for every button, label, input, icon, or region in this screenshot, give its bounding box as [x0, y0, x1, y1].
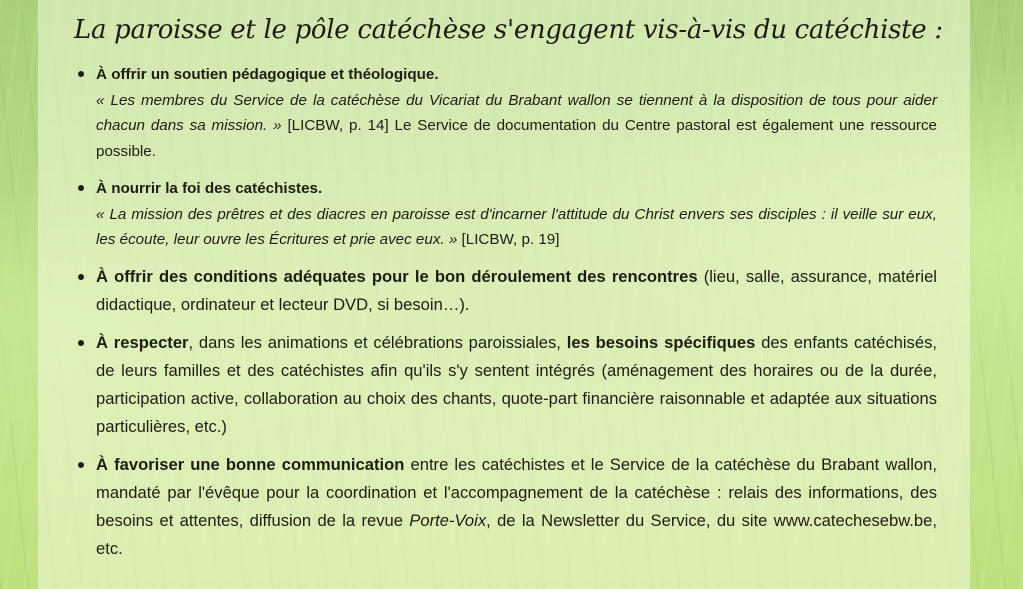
commitments-list — [96, 62, 937, 563]
list-item — [96, 451, 937, 563]
item-heading: À nourrir la foi des catéchistes. — [96, 180, 323, 197]
item-text: (lieu, salle, assurance, matériel didactique, ordinateur et lecteur DVD, si besoin…). — [96, 266, 937, 314]
item-body — [96, 88, 937, 165]
list-item — [96, 62, 937, 164]
item-bold-text: À favoriser une bonne communication — [96, 454, 405, 474]
list-item — [96, 263, 937, 319]
item-text: , de la Newsletter du Service, du site www.catechesebw.be, etc. — [96, 510, 937, 558]
item-text: [LICBW, p. 19] — [457, 231, 560, 248]
item-quote: « La mission des prêtres et des diacres en paroisse est d'incarner l'attitude du Christ envers ses disciples : il veille sur eux, les écoute, leur ouvre les Écritures et prie avec eux. » — [96, 205, 937, 248]
item-italic-text: Porte-Voix — [409, 510, 487, 530]
item-bold-text: les besoins spécifiques — [566, 332, 756, 352]
page-title: La paroisse et le pôle catéchèse s'engagent vis-à-vis du catéchiste : — [74, 15, 943, 45]
list-item — [96, 176, 937, 253]
item-bold-text: À offrir des conditions adéquates pour le bon déroulement des rencontres — [96, 266, 698, 286]
item-text: entre les catéchistes et le Service de la catéchèse du Brabant wallon, mandaté par l'évêque pour la coordination et l'accompagnement de la catéchèse : relais des informations, des besoins et attentes, diffusion de la revue — [96, 454, 937, 530]
item-text: , dans les animations et célébrations paroissiales, — [188, 332, 567, 352]
item-text: des enfants catéchisés, de leurs familles et des catéchistes afin qu'ils s'y sentent intégrés (aménagement des horaires ou de la durée, participation active, collaboration au choix des chants, quote-part financière raisonnable et adaptée aux situations particulières, etc.) — [96, 332, 937, 436]
item-text: [LICBW, p. 14] Le Service de documentation du Centre pastoral est également une ressource possible. — [96, 117, 937, 160]
item-quote: « Les membres du Service de la catéchèse du Vicariat du Brabant wallon se tiennent à la disposition de tous pour aider chacun dans sa mission. » — [96, 91, 937, 134]
item-body — [96, 202, 937, 253]
item-heading: À offrir un soutien pédagogique et théologique. — [96, 66, 439, 83]
list-item — [96, 329, 937, 441]
item-bold-text: À respecter — [96, 332, 189, 352]
